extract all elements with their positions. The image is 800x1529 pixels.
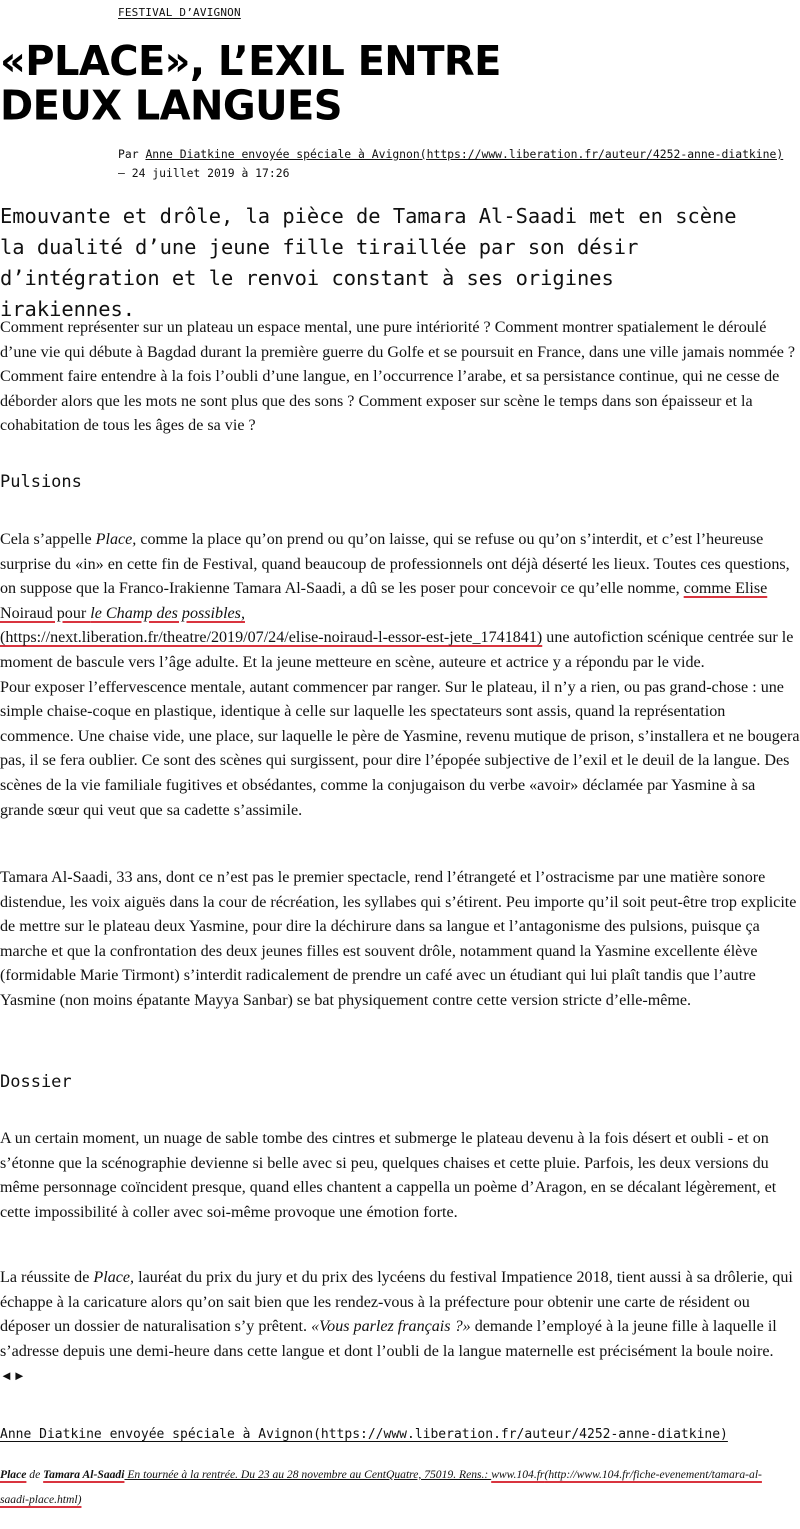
byline-prefix: Par [118, 147, 139, 161]
byline-author: Anne Diatkine envoyée spéciale à Avignon [145, 147, 420, 161]
heading-pulsions: Pulsions [0, 472, 82, 492]
p2-text-c: une autofiction scénique centrée sur le moment de bascule vers l’âge adulte. Et la jeune metteure en scène, auteure et actrice y a répondu par le vide. [0, 629, 794, 671]
paragraph-3: Tamara Al-Saadi, 33 ans, dont ce n’est pas le premier spectacle, rend l’étrangeté et l’ostracisme par une matière sonore distendue, les voix aiguës dans la cour de récréation, les syllabes qui s’étirent. Peu importe qu’il soit peut-être trop explicite de mettre sur le plateau deux Yasmine, pour dire la déchirure dans sa langue et l’antagonisme des pulsions, puisque ça marche et que la confrontation des deux jeunes filles est souvent drôle, notamment quand la Yasmine excellente élève (formidable Marie Tirmont) s’interdit radicalement de prendre un café avec un étudiant qui lui plaît tandis que l’autre Yasmine (non moins épatante Mayya Sanbar) se bat physiquement contre cette version stricte d’elle-même. [0, 869, 797, 1009]
link-text: comme Elise Noiraud pour [0, 580, 768, 622]
link-url: (https://next.liberation.fr/theatre/2019/07/24/elise-noiraud-l-essor-est-jete_1741841) [0, 629, 543, 647]
author-signature-link[interactable]: Anne Diatkine envoyée spéciale à Avignon(https://www.liberation.fr/auteur/4252-anne-diatkine) [0, 1427, 728, 1442]
article-title [0, 37, 620, 130]
byline-author-url: (https://www.liberation.fr/auteur/4252-anne-diatkine) [419, 147, 784, 161]
heading-dossier: Dossier [0, 1072, 72, 1092]
link-title: le Champ des possibles, [90, 604, 245, 622]
p5-place-italic: Place, [93, 1269, 135, 1286]
paragraph-5 [0, 1266, 800, 1389]
p5-text-c: demande l’employé à la jeune fille à laquelle il s’adresse depuis une demi-heure dans cette langue et dont l’oubli de la langue maternelle est précisément la boule noire. [0, 1318, 777, 1360]
title-line-2: DEUX LANGUES [0, 82, 342, 130]
article-lede [0, 201, 760, 325]
credits-author: Tamara Al-Saadi [43, 1468, 125, 1481]
p2-place-italic: Place, [95, 531, 137, 548]
show-credits [0, 1462, 790, 1512]
lede-line-2: la dualité d’une jeune fille tiraillée par son désir [0, 235, 639, 259]
section-kicker[interactable]: FESTIVAL D’AVIGNON [118, 6, 241, 19]
end-mark-icon: ◄► [0, 1368, 26, 1384]
credits-de: de [26, 1468, 44, 1481]
p5-text-a: La réussite de [0, 1269, 94, 1286]
p5-text-b: lauréat du prix du jury et du prix des lycéens du festival Impatience 2018, tient aussi à sa drôlerie, qui échappe à la caricature alors qu’on sait bien que les rendez-vous à la préfecture pour obtenir une carte de résident ou déposer un dossier de naturalisation s’y prêtent. [0, 1269, 793, 1336]
credits-details: En tournée à la rentrée. Du 23 au 28 novembre au CentQuatre, 75019. Rens.: [124, 1468, 492, 1481]
paragraph-4: A un certain moment, un nuage de sable tombe des cintres et submerge le plateau devenu à la fois désert et oubli - et on s’étonne que la scénographie devienne si belle avec si peu, quelques chaises et cette pluie. Parfois, les deux versions du même personnage coïncident presque, quand elles chantent a cappella un poème d’Aragon, en se décalant légèrement, et cette impossibilité à coller avec soi-même provoque une émotion forte. [0, 1130, 777, 1221]
p2-text-a: Cela s’appelle [0, 531, 96, 548]
paragraph-2 [0, 528, 800, 823]
p2-text-d: Pour exposer l’effervescence mentale, autant commencer par ranger. Sur le plateau, il n’y a rien, ou pas grand-chose : une simple chaise-coque en plastique, identique à celle sur laquelle les spectateurs sont assis, quand la représentation commence. Une chaise vide, une place, sur laquelle le père de Yasmine, revenu mutique de prison, s’installera et ne bougera pas, il se fera oublier. Ce sont des scènes qui surgissent, pour dire l’épopée subjective de l’exil et le deuil de la langue. Des scènes de la vie familiale fugitives et obsédantes, comme la conjugaison du verbe «avoir» déclamée par Yasmine à sa grande sœur qui veut que sa cadette s’assimile. [0, 678, 800, 819]
byline-author-link[interactable] [145, 147, 783, 161]
lede-line-1: Emouvante et drôle, la pièce de Tamara Al-Saadi met en scène [0, 204, 737, 228]
byline [118, 145, 783, 183]
credits-site: www.104.fr [491, 1468, 545, 1481]
title-line-1: «PLACE», L’EXIL ENTRE [0, 37, 501, 86]
paragraph-1: Comment représenter sur un plateau un espace mental, une pure intériorité ? Comment montrer spatialement le déroulé d’une vie qui débute à Bagdad durant la première guerre du Golfe et se poursuit en France, dans une ville jamais nommée ? Comment faire entendre à la fois l’oubli d’une langue, en l’occurrence l’arabe, et sa persistance continue, qui ne cesse de déborder alors que les mots ne sont plus que des sons ? Comment exposer sur scène le temps dans son épaisseur et la cohabitation de tous les âges de sa vie ? [0, 319, 796, 435]
credits-title: Place [0, 1468, 27, 1481]
publish-date: — 24 juillet 2019 à 17:26 [118, 166, 290, 180]
p2-text-b: comme la place qu’on prend ou qu’on laisse, qui se refuse ou qu’on s’interdit, et c’est l’heureuse surprise du «in» en cette fin de Festival, quand beaucoup de professionnels ont déjà déserté les lieux. Toutes ces questions, on suppose que la Franco-Irakienne Tamara Al-Saadi, a dû se les poser pour concevoir ce qu’elle nomme, [0, 531, 790, 598]
credits-site-url: (http://www.104.fr/fiche-evenement/tamara-al-saadi-place.html) [0, 1468, 762, 1506]
lede-line-3: d’intégration et le renvoi constant à ses origines irakiennes. [0, 266, 614, 321]
p5-quote: «Vous parlez français ?» [311, 1318, 471, 1336]
